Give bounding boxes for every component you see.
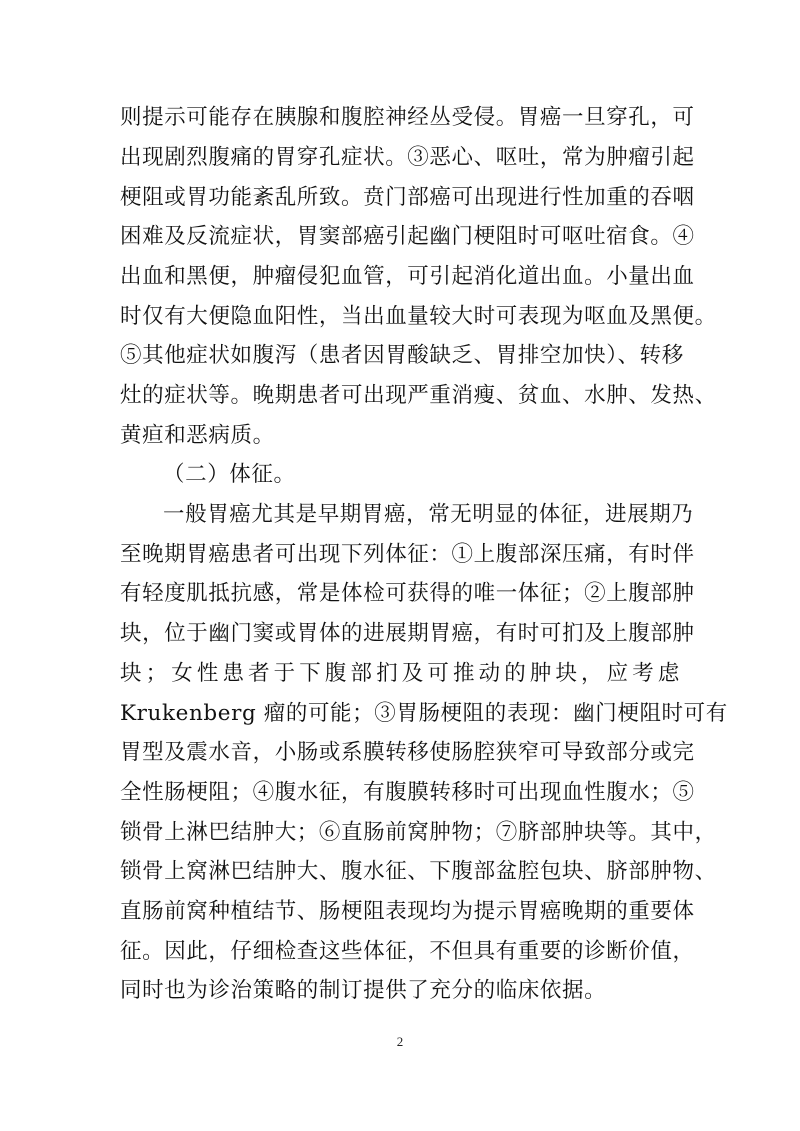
- text-line: 时仅有大便隐血阳性，当出血量较大时可表现为呕血及黑便。: [120, 304, 717, 329]
- text-line: 同时也为诊治策略的制订提供了充分的临床依据。: [120, 978, 607, 1003]
- text-line: 至晚期胃癌患者可出现下列体征：①上腹部深压痛，有时伴: [120, 542, 695, 567]
- text-line: 锁骨上窝淋巴结肿大、腹水征、下腹部盆腔包块、脐部肿物、: [120, 859, 717, 884]
- text-line: 黄疸和恶病质。: [120, 423, 275, 448]
- paragraph-first-line: 一般胃癌尤其是早期胃癌，常无明显的体征，进展期乃: [163, 502, 694, 527]
- text-line: 胃型及震水音，小肠或系膜转移使肠腔狭窄可导致部分或完: [120, 740, 695, 765]
- text-line: 则提示可能存在胰腺和腹腔神经丛受侵。胃癌一旦穿孔，可: [120, 105, 695, 130]
- text-line: ⑤其他症状如腹泻（患者因胃酸缺乏、胃排空加快）、转移: [120, 343, 684, 368]
- text-line: 块；女性患者于下腹部扪及可推动的肿块，应考虑: [120, 661, 680, 686]
- text-line: 有轻度肌抵抗感，常是体检可获得的唯一体征；②上腹部肿: [120, 581, 695, 606]
- text-line: 困难及反流症状，胃窦部癌引起幽门梗阻时可呕吐宿食。④: [120, 224, 695, 249]
- text-line: 直肠前窝种植结节、肠梗阻表现均为提示胃癌晚期的重要体: [120, 899, 695, 924]
- text-line: 梗阻或胃功能紊乱所致。贲门部癌可出现进行性加重的吞咽: [120, 185, 695, 210]
- text-line: 全性肠梗阻；④腹水征，有腹膜转移时可出现血性腹水；⑤: [120, 780, 695, 805]
- text-line: 灶的症状等。晚期患者可出现严重消瘦、贫血、水肿、发热、: [120, 383, 717, 408]
- text-line: 出血和黑便，肿瘤侵犯血管，可引起消化道出血。小量出血: [120, 264, 695, 289]
- text-line: 出现剧烈腹痛的胃穿孔症状。③恶心、呕吐，常为肿瘤引起: [120, 145, 695, 170]
- text-line: Krukenberg 瘤的可能；③胃肠梗阻的表现：幽门梗阻时可有: [120, 701, 728, 726]
- text-line: 锁骨上淋巴结肿大；⑥直肠前窝肿物；⑦脐部肿块等。其中，: [120, 820, 717, 845]
- text-line: 征。因此，仔细检查这些体征，不但具有重要的诊断价值，: [120, 939, 695, 964]
- text-line: 块，位于幽门窦或胃体的进展期胃癌，有时可扪及上腹部肿: [120, 621, 695, 646]
- page-number: 2: [396, 1034, 404, 1049]
- section-heading: （二）体征。: [163, 462, 296, 487]
